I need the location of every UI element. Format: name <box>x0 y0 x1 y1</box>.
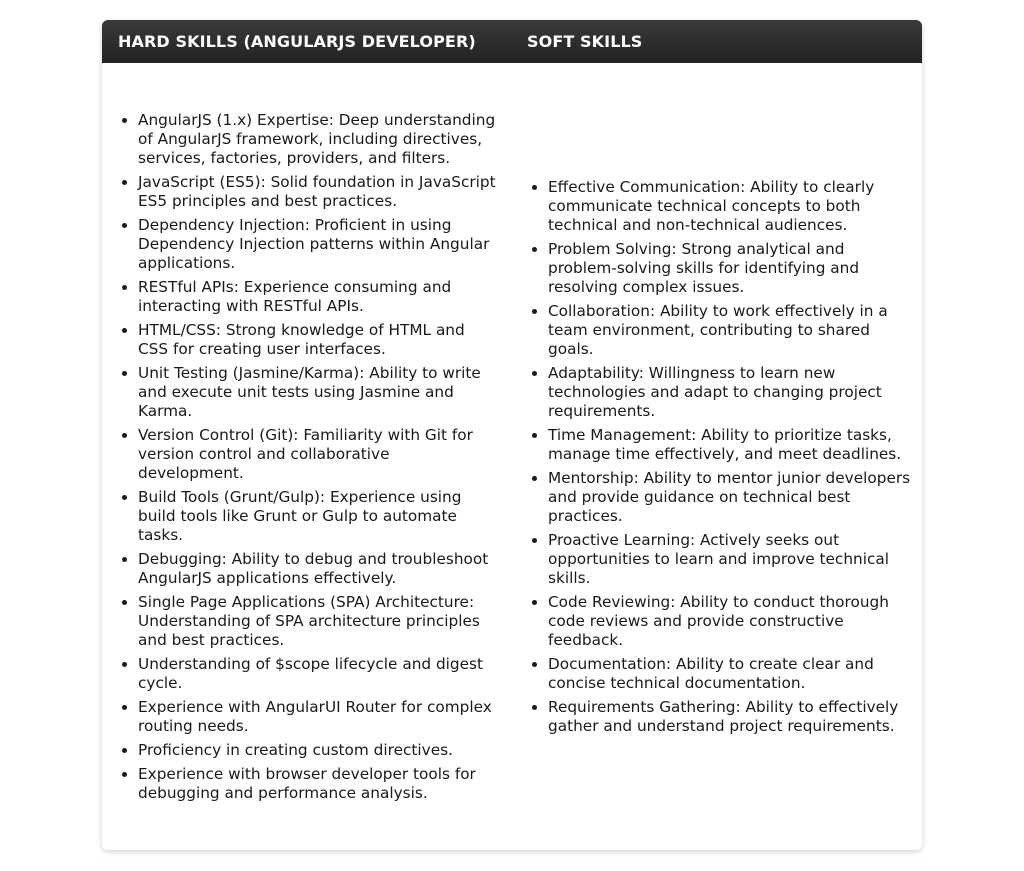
hard-skill-item: • Experience with AngularUI Router for complex routing needs. <box>138 698 496 736</box>
skills-body <box>102 63 922 850</box>
soft-skill-item: • Time Management: Ability to prioritize tasks, manage time effectively, and meet deadlines. <box>548 426 912 464</box>
hard-skill-item: • Proficiency in creating custom directives. <box>138 741 496 760</box>
hard-skills-heading: HARD SKILLS (ANGULARJS DEVELOPER) <box>118 32 476 51</box>
hard-skill-item: • Experience with browser developer tools for debugging and performance analysis. <box>138 765 496 803</box>
hard-skill-item: • Debugging: Ability to debug and troubleshoot AngularJS applications effectively. <box>138 550 496 588</box>
soft-skill-item: • Adaptability: Willingness to learn new technologies and adapt to changing project requirements. <box>548 364 912 421</box>
soft-skills-column <box>512 178 922 736</box>
soft-skills-heading: SOFT SKILLS <box>527 32 643 51</box>
hard-skill-item: • AngularJS (1.x) Expertise: Deep understanding of AngularJS framework, including directives, services, factories, providers, and filters. <box>138 111 496 168</box>
soft-skill-item: • Documentation: Ability to create clear and concise technical documentation. <box>548 655 912 693</box>
soft-skill-item: • Effective Communication: Ability to clearly communicate technical concepts to both technical and non-technical audiences. <box>548 178 912 235</box>
soft-skill-item: • Code Reviewing: Ability to conduct thorough code reviews and provide constructive feedback. <box>548 593 912 650</box>
hard-skill-item: • Single Page Applications (SPA) Architecture: Understanding of SPA architecture principles and best practices. <box>138 593 496 650</box>
hard-skill-item: • Dependency Injection: Proficient in using Dependency Injection patterns within Angular applications. <box>138 216 496 273</box>
soft-skill-item: • Collaboration: Ability to work effectively in a team environment, contributing to shared goals. <box>548 302 912 359</box>
soft-skill-item: • Problem Solving: Strong analytical and problem-solving skills for identifying and resolving complex issues. <box>548 240 912 297</box>
skills-header <box>102 20 922 63</box>
hard-skill-item: • JavaScript (ES5): Solid foundation in JavaScript ES5 principles and best practices. <box>138 173 496 211</box>
soft-skill-item: • Mentorship: Ability to mentor junior developers and provide guidance on technical best practices. <box>548 469 912 526</box>
hard-skill-item: • Unit Testing (Jasmine/Karma): Ability to write and execute unit tests using Jasmine and Karma. <box>138 364 496 421</box>
hard-skills-list <box>118 111 496 803</box>
skills-card <box>102 20 922 850</box>
hard-skill-item: • Build Tools (Grunt/Gulp): Experience using build tools like Grunt or Gulp to automate tasks. <box>138 488 496 545</box>
soft-skills-list <box>528 178 912 736</box>
hard-skill-item: • Version Control (Git): Familiarity with Git for version control and collaborative development. <box>138 426 496 483</box>
hard-skills-column <box>102 111 512 803</box>
hard-skill-item: • HTML/CSS: Strong knowledge of HTML and CSS for creating user interfaces. <box>138 321 496 359</box>
soft-skill-item: • Requirements Gathering: Ability to effectively gather and understand project requirements. <box>548 698 912 736</box>
hard-skill-item: • RESTful APIs: Experience consuming and interacting with RESTful APIs. <box>138 278 496 316</box>
soft-skill-item: • Proactive Learning: Actively seeks out opportunities to learn and improve technical skills. <box>548 531 912 588</box>
hard-skill-item: • Understanding of $scope lifecycle and digest cycle. <box>138 655 496 693</box>
